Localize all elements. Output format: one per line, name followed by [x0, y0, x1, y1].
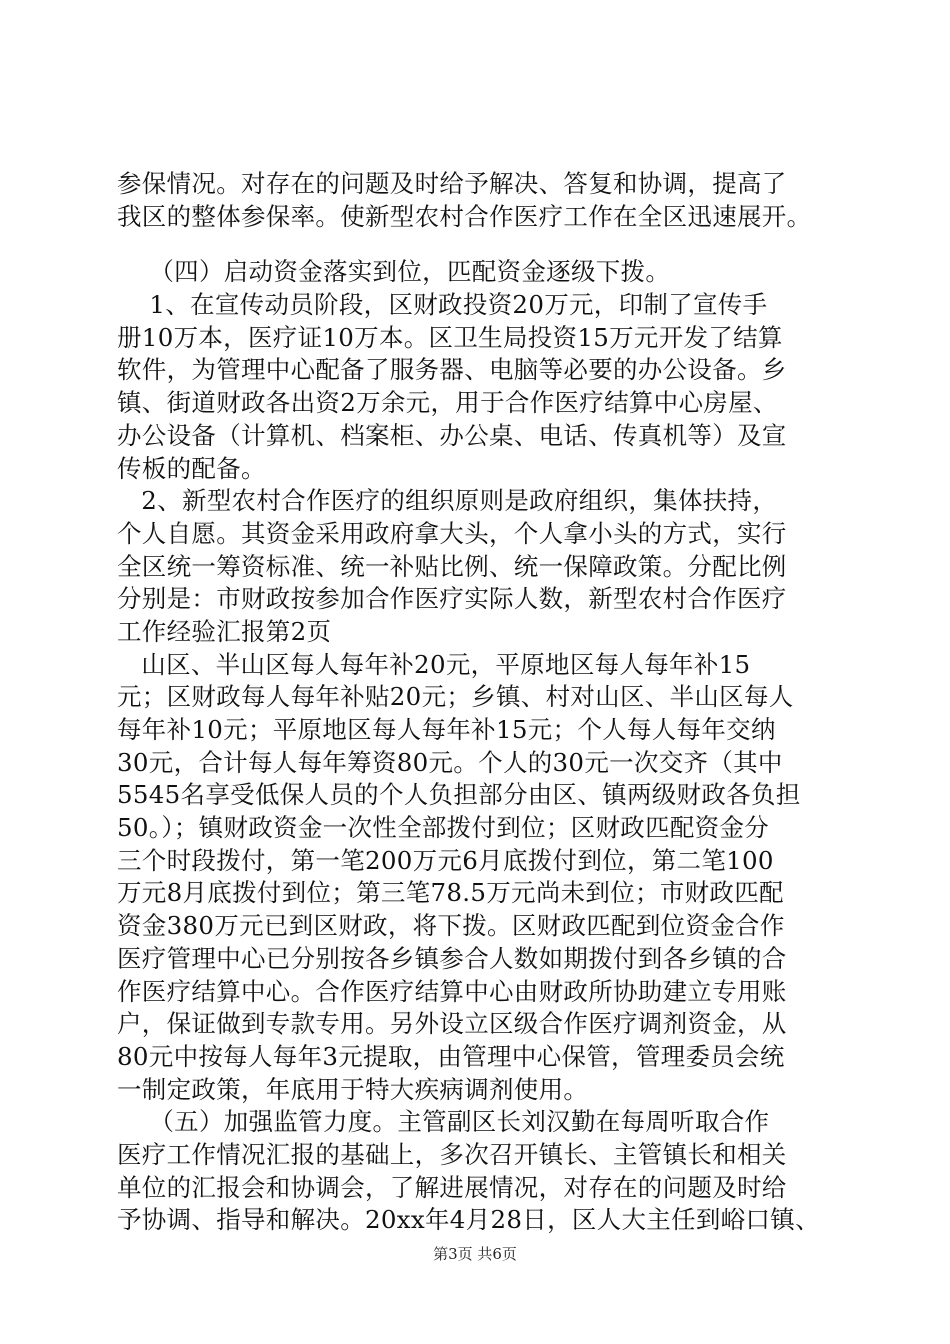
text-line: （四）启动资金落实到位，匹配资金逐级下拨。	[117, 257, 671, 287]
text-line: 30元，合计每人每年筹资80元。个人的30元一次交齐（其中	[117, 747, 783, 777]
text-line: 一制定政策，年底用于特大疾病调剂使用。	[117, 1074, 589, 1104]
text-line: 1、在宣传动员阶段，区财政投资20万元，印制了宣传手	[117, 290, 768, 320]
text-line: 2、新型农村合作医疗的组织原则是政府组织，集体扶持，	[117, 486, 778, 516]
text-line: 80元中按每人每年3元提取，由管理中心保管，管理委员会统	[117, 1041, 785, 1071]
text-line: 资金380万元已到区财政，将下拨。区财政匹配到位资金合作	[117, 911, 785, 941]
text-line: 每年补10元；平原地区每人每年补15元；个人每人每年交纳	[117, 715, 776, 744]
text-line: 予协调、指导和解决。20xx年4月28日，区人大主任到峪口镇、	[117, 1205, 820, 1235]
text-line: 三个时段拨付，第一笔200万元6月底拨付到位，第二笔100	[117, 845, 774, 875]
text-line: 工作经验汇报第2页	[117, 616, 332, 646]
page-footer: 第3页 共6页	[433, 1245, 517, 1263]
text-line: 单位的汇报会和协调会，了解进展情况，对存在的问题及时给	[117, 1172, 787, 1202]
text-line: 山区、半山区每人每年补20元，平原地区每人每年补15	[117, 649, 751, 679]
text-line: 分别是：市财政按参加合作医疗实际人数，新型农村合作医疗	[117, 584, 787, 614]
text-line: 参保情况。对存在的问题及时给予解决、答复和协调，提高了	[117, 169, 787, 198]
block-gap	[117, 233, 837, 256]
text-line: 元；区财政每人每年补贴20元；乡镇、村对山区、半山区每人	[117, 682, 794, 712]
text-line: 镇、街道财政各出资2万余元，用于合作医疗结算中心房屋、	[117, 388, 778, 418]
text-line: 50。）；镇财政资金一次性全部拨付到位；区财政匹配资金分	[117, 813, 770, 843]
text-line: 医疗工作情况汇报的基础上，多次召开镇长、主管镇长和相关	[117, 1139, 787, 1169]
text-line: 万元8月底拨付到位；第三笔78.5万元尚未到位；市财政匹配	[117, 878, 784, 908]
document-body	[117, 168, 837, 1237]
text-line: 医疗管理中心已分别按各乡镇参合人数如期拨付到各乡镇的合	[117, 943, 787, 973]
text-line: 个人自愿。其资金采用政府拿大头，个人拿小头的方式，实行	[117, 518, 787, 548]
text-line: （五）加强监管力度。主管副区长刘汉勤在每周听取合作	[117, 1107, 770, 1137]
text-line: 软件，为管理中心配备了服务器、电脑等必要的办公设备。乡	[117, 355, 787, 385]
text-line: 册10万本，医疗证10万本。区卫生局投资15万元开发了结算	[117, 322, 783, 352]
text-line: 我区的整体参保率。使新型农村合作医疗工作在全区迅速展开。	[117, 201, 812, 231]
text-line: 作医疗结算中心。合作医疗结算中心由财政所协助建立专用账	[117, 976, 787, 1006]
text-line: 办公设备（计算机、档案柜、办公桌、电话、传真机等）及宣	[117, 420, 787, 450]
text-line: 全区统一筹资标准、统一补贴比例、统一保障政策。分配比例	[117, 551, 787, 581]
text-line: 户，保证做到专款专用。另外设立区级合作医疗调剂资金，从	[117, 1009, 787, 1039]
text-line: 传板的配备。	[117, 453, 266, 483]
text-line: 5545名享受低保人员的个人负担部分由区、镇两级财政各负担	[117, 780, 801, 810]
